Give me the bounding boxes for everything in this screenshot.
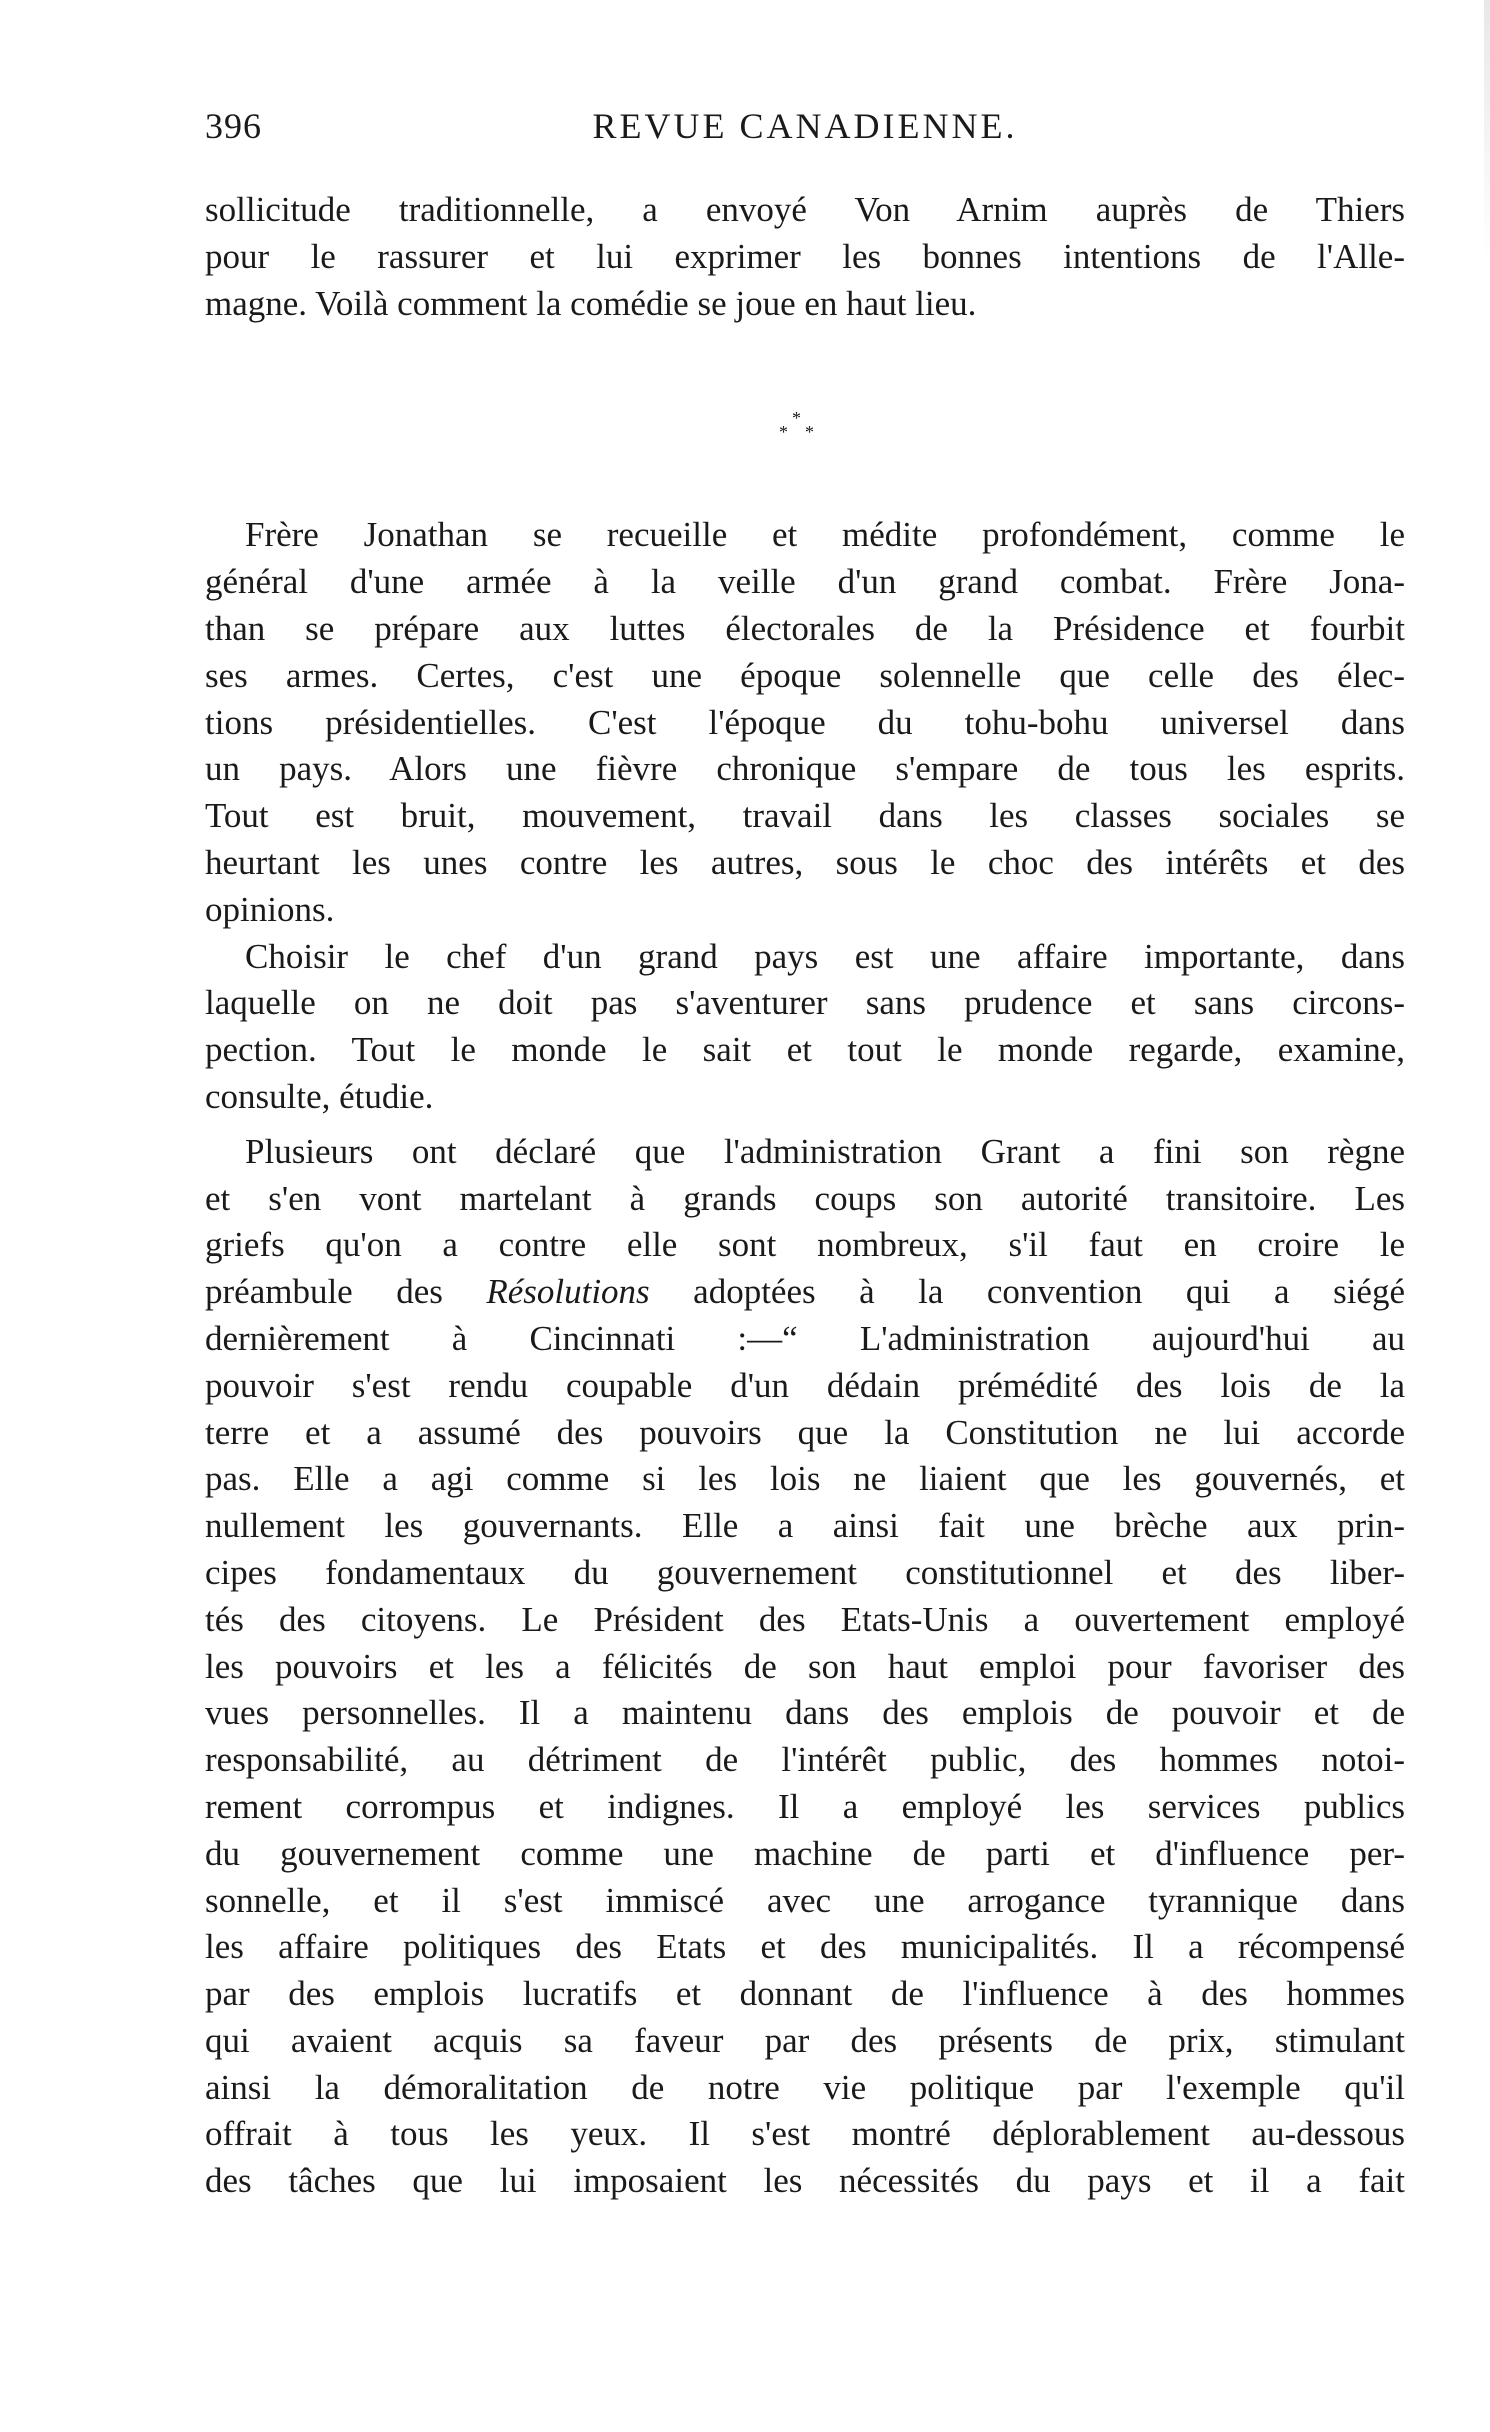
- text-line: terre et a assumé des pouvoirs que la Constitution ne lui accorde: [205, 1412, 1405, 1452]
- asterism-star: *: [805, 422, 814, 443]
- text-line: Tout est bruit, mouvement, travail dans les classes sociales se: [205, 796, 1405, 836]
- asterism-star: *: [779, 422, 788, 443]
- paragraph-gap: [205, 1121, 1405, 1129]
- page-number: 396: [205, 106, 262, 146]
- text-line: magne. Voilà comment la comédie se joue en haut lieu.: [205, 283, 977, 323]
- text-line: pas. Elle a agi comme si les lois ne liaient que les gouvernés, et: [205, 1459, 1405, 1499]
- text-line: et s'en vont martelant à grands coups son autorité transitoire. Les: [205, 1178, 1405, 1218]
- asterism-star: *: [792, 408, 801, 429]
- text-line: opinions.: [205, 889, 335, 929]
- text-line: du gouvernement comme une machine de parti et d'influence per-: [205, 1833, 1405, 1873]
- text-line: pour le rassurer et lui exprimer les bonnes intentions de l'Alle-: [205, 236, 1405, 276]
- paragraph: [205, 1129, 1405, 2205]
- page-body: [205, 187, 1405, 2205]
- text-line: les pouvoirs et les a félicités de son haut emploi pour favoriser des: [205, 1646, 1405, 1686]
- text-line: rement corrompus et indignes. Il a employé les services publics: [205, 1786, 1405, 1826]
- text-line: un pays. Alors une fièvre chronique s'empare de tous les esprits.: [205, 749, 1405, 789]
- text-line: pection. Tout le monde le sait et tout le monde regarde, examine,: [205, 1030, 1405, 1070]
- paragraph-continuation: [205, 187, 1405, 327]
- text-line: cipes fondamentaux du gouvernement constitutionnel et des liber-: [205, 1552, 1405, 1592]
- text-line: Plusieurs ont déclaré que l'administration Grant a fini son règne: [245, 1131, 1405, 1171]
- text-line: griefs qu'on a contre elle sont nombreux, s'il faut en croire le: [205, 1225, 1405, 1265]
- text-line: sollicitude traditionnelle, a envoyé Von Arnim auprès de Thiers: [205, 190, 1405, 229]
- text-line: ainsi la démoralitation de notre vie politique par l'exemple qu'il: [205, 2067, 1405, 2107]
- text-line: tés des citoyens. Le Président des Etats-Unis a ouvertement employé: [205, 1599, 1405, 1639]
- book-page: [205, 105, 1405, 2205]
- text-line: Frère Jonathan se recueille et médite profondément, comme le: [245, 515, 1405, 555]
- running-title: REVUE CANADIENNE.: [592, 106, 1018, 146]
- italic-term: Résolutions: [486, 1272, 650, 1312]
- text-line: des tâches que lui imposaient les nécessités du pays et il a fait: [205, 2161, 1405, 2201]
- page-header: [205, 105, 1405, 165]
- text-line: général d'une armée à la veille d'un grand combat. Frère Jona-: [205, 562, 1405, 602]
- text-line: préambule des Résolutions adoptées à la convention qui a siégé: [205, 1272, 1405, 1312]
- text-line: responsabilité, au détriment de l'intérêt public, des hommes notoi-: [205, 1740, 1405, 1780]
- text-line: tions présidentielles. C'est l'époque du tohu-bohu universel dans: [205, 702, 1405, 742]
- text-line: ses armes. Certes, c'est une époque solennelle que celle des élec-: [205, 655, 1405, 695]
- text-line: than se prépare aux luttes électorales de la Présidence et fourbit: [205, 608, 1405, 648]
- text-line: qui avaient acquis sa faveur par des présents de prix, stimulant: [205, 2020, 1405, 2060]
- text-line: les affaire politiques des Etats et des municipalités. Il a récompensé: [205, 1927, 1405, 1967]
- text-line: par des emplois lucratifs et donnant de l'influence à des hommes: [205, 1974, 1405, 2014]
- text-line: vues personnelles. Il a maintenu dans des emplois de pouvoir et de: [205, 1693, 1405, 1733]
- paragraph: [205, 512, 1405, 933]
- text-line: heurtant les unes contre les autres, sous le choc des intérêts et des: [205, 842, 1405, 882]
- text-line: dernièrement à Cincinnati :—“ L'administration aujourd'hui au: [205, 1318, 1405, 1358]
- text-line: nullement les gouvernants. Elle a ainsi fait une brèche aux prin-: [205, 1506, 1405, 1546]
- text-line: laquelle on ne doit pas s'aventurer sans prudence et sans circons-: [205, 983, 1405, 1023]
- section-break-asterism: [205, 327, 1405, 512]
- text-line: offrait à tous les yeux. Il s'est montré déplorablement au-dessous: [205, 2114, 1405, 2154]
- text-line: consulte, étudie.: [205, 1076, 434, 1116]
- text-line: sonnelle, et il s'est immiscé avec une arrogance tyrannique dans: [205, 1880, 1405, 1920]
- text-line: Choisir le chef d'un grand pays est une affaire importante, dans: [245, 936, 1405, 976]
- page-edge-shadow: [1484, 0, 1490, 260]
- paragraph: [205, 934, 1405, 1121]
- text-line: pouvoir s'est rendu coupable d'un dédain prémédité des lois de la: [205, 1365, 1405, 1405]
